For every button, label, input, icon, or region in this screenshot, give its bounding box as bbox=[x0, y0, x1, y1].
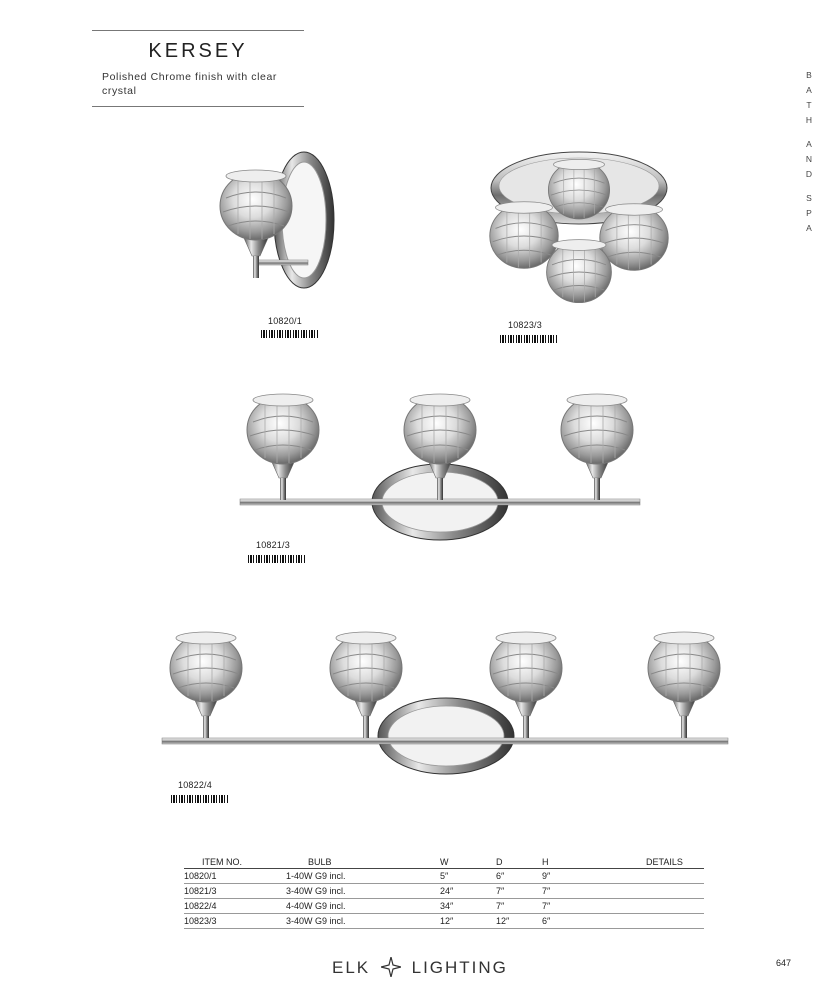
product-image-10822-4 bbox=[160, 628, 730, 778]
cell-bulb: 3-40W G9 incl. bbox=[282, 914, 428, 929]
sku-label-10822-4: 10822/4 bbox=[178, 780, 212, 790]
col-header-d: D bbox=[490, 855, 538, 869]
section-letter: T bbox=[806, 100, 816, 110]
cell-details bbox=[602, 869, 704, 884]
product-image-10820-1 bbox=[214, 148, 344, 298]
col-header-bulb: BULB bbox=[282, 855, 428, 869]
section-letter: A bbox=[806, 223, 816, 233]
cell-bulb: 1-40W G9 incl. bbox=[282, 869, 428, 884]
table-row bbox=[184, 914, 704, 929]
page-number: 647 bbox=[776, 958, 792, 968]
cell-d: 7″ bbox=[490, 884, 538, 899]
section-letter: D bbox=[805, 169, 817, 179]
collection-title: KERSEY bbox=[148, 40, 248, 62]
section-letter: A bbox=[806, 85, 816, 95]
cell-w: 12″ bbox=[428, 914, 490, 929]
cell-bulb: 4-40W G9 incl. bbox=[282, 899, 428, 914]
product-image-10823-3 bbox=[484, 148, 674, 313]
col-header-h: H bbox=[538, 855, 602, 869]
section-letter bbox=[801, 182, 821, 191]
cell-h: 6″ bbox=[538, 914, 602, 929]
sku-label-10820-1: 10820/1 bbox=[268, 316, 302, 326]
cell-details bbox=[602, 899, 704, 914]
section-letter: P bbox=[806, 208, 816, 218]
cell-w: 24″ bbox=[428, 884, 490, 899]
sku-label-10823-3: 10823/3 bbox=[508, 320, 542, 330]
cell-details bbox=[602, 914, 704, 929]
cell-item-no: 10821/3 bbox=[184, 884, 282, 899]
cell-h: 9″ bbox=[538, 869, 602, 884]
header-bottom-rule bbox=[92, 106, 304, 107]
barcode-10820-1 bbox=[261, 330, 318, 338]
cell-details bbox=[602, 884, 704, 899]
brand-text-left: ELK bbox=[332, 958, 371, 977]
diamond-star-icon bbox=[381, 957, 401, 977]
cell-d: 6″ bbox=[490, 869, 538, 884]
section-letter: B bbox=[806, 70, 816, 80]
spec-table-header-row bbox=[184, 855, 704, 869]
cell-item-no: 10823/3 bbox=[184, 914, 282, 929]
sku-label-10821-3: 10821/3 bbox=[256, 540, 290, 550]
col-header-details: DETAILS bbox=[602, 855, 704, 869]
product-image-10821-3 bbox=[236, 392, 644, 542]
cell-w: 34″ bbox=[428, 899, 490, 914]
barcode-10822-4 bbox=[171, 795, 228, 803]
section-letter: H bbox=[805, 115, 817, 125]
col-header-w: W bbox=[428, 855, 490, 869]
table-row bbox=[184, 899, 704, 914]
cell-w: 5″ bbox=[428, 869, 490, 884]
section-letter: S bbox=[806, 193, 816, 203]
header-top-rule bbox=[92, 30, 304, 31]
collection-subtitle: Polished Chrome finish with clear crystal bbox=[102, 71, 278, 97]
section-label-vertical bbox=[801, 68, 821, 236]
table-row bbox=[184, 869, 704, 884]
brand-logo bbox=[332, 958, 508, 978]
section-letter: A bbox=[806, 139, 816, 149]
col-header-item-no: ITEM NO. bbox=[184, 855, 282, 869]
cell-d: 7″ bbox=[490, 899, 538, 914]
brand-text-right: LIGHTING bbox=[411, 958, 508, 977]
section-letter bbox=[801, 128, 821, 137]
barcode-10823-3 bbox=[500, 335, 557, 343]
cell-item-no: 10822/4 bbox=[184, 899, 282, 914]
cell-h: 7″ bbox=[538, 884, 602, 899]
cell-d: 12″ bbox=[490, 914, 538, 929]
cell-h: 7″ bbox=[538, 899, 602, 914]
section-letter: N bbox=[805, 154, 817, 164]
cell-bulb: 3-40W G9 incl. bbox=[282, 884, 428, 899]
barcode-10821-3 bbox=[248, 555, 305, 563]
table-row bbox=[184, 884, 704, 899]
spec-table bbox=[184, 855, 704, 929]
cell-item-no: 10820/1 bbox=[184, 869, 282, 884]
